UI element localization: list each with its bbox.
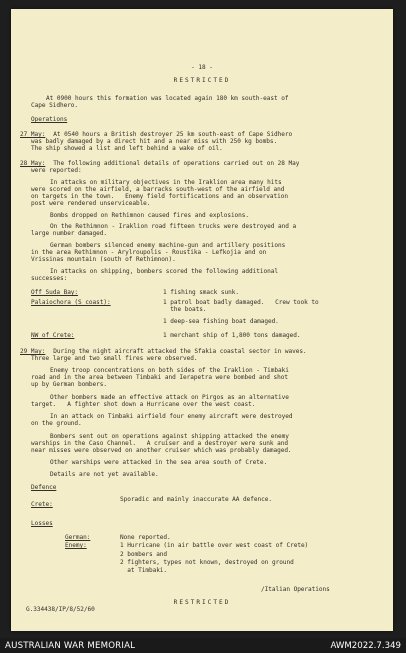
para-line: The following additional details of operations carried out on 28 May <box>46 160 300 167</box>
intro-line-1: At 0900 hours this formation was located again 180 km south-east of <box>46 95 289 102</box>
archive-footer <box>0 638 406 653</box>
para-line: road and in the area between Timbaki and Ierapetra were bombed and shot <box>31 374 288 381</box>
signature-block: /Italian Operations <box>261 586 330 593</box>
para-line: Vrissinas mountain (south of Rethimnon). <box>31 256 176 263</box>
para-line: was badly damaged by a direct hit and a near miss with 250 kg bombs. <box>31 138 278 145</box>
intro-line-2: Cape Sidhero. <box>31 102 79 109</box>
para-line: German bombers silenced enemy machine-gun and artillery positions <box>50 242 286 249</box>
defence-crete-label: Crete: <box>31 501 53 508</box>
suda-bay-label: Off Suda Bay: <box>31 289 79 296</box>
classification-footer: RESTRICTED <box>173 599 231 606</box>
suda-bay-value: 1 fishing smack sunk. <box>163 289 239 296</box>
classification-header: RESTRICTED <box>173 77 231 84</box>
losses-german-value: None reported. <box>120 534 171 541</box>
para-line: were scored on the airfield, a barracks south-west of the airfield and <box>31 186 285 193</box>
nw-crete-value: 1 merchant ship of 1,800 tons damaged. <box>163 332 301 339</box>
para-line: On the Rethimnon - Iraklion road fifteen trucks were destroyed and a <box>50 223 297 230</box>
para-line: on the ground. <box>31 420 82 427</box>
para-line: warships in the Caso Channel. A cruiser and a destroyer were sunk and <box>31 440 288 447</box>
losses-enemy-value: 2 bombers and <box>120 551 168 558</box>
para-line: Bombs dropped on Rethimnon caused fires and explosions. <box>50 212 250 219</box>
para-line: Enemy troop concentrations on both sides of the Iraklion - Timbaki <box>50 367 289 374</box>
date-27-may: 27 May: <box>20 131 46 138</box>
losses-enemy-label: Enemy: <box>65 542 87 549</box>
palaiochora-label: Palaiochora (S coast): <box>31 299 111 306</box>
para-line: were reported: <box>31 167 82 174</box>
losses-german-label: German: <box>65 534 91 541</box>
operations-heading: Operations <box>31 116 68 123</box>
para-line: In an attack on Timbaki airfield four enemy aircraft were destroyed <box>50 413 293 420</box>
para-line: in the area Rethimnon - Arylroupolis - Roustika - Lefkojia and on <box>31 249 267 256</box>
para-line: In attacks on military objectives in the Iraklion area many hits <box>50 179 282 186</box>
archive-id: AWM2022.7.349 <box>330 641 401 651</box>
defence-heading: Defence <box>31 484 57 491</box>
para-line: In attacks on shipping, bombers scored the following additional <box>50 268 278 275</box>
para-line: At 0540 hours a British destroyer 25 km south-east of Cape Sidhero <box>46 131 293 138</box>
para-line: During the night aircraft attacked the Sfakia coastal sector in waves. <box>46 348 307 355</box>
palaiochora-value: 1 deep-sea fishing boat damaged. <box>163 318 279 325</box>
losses-enemy-value: 2 fighters, types not known, destroyed on ground <box>120 559 294 566</box>
para-line: on targets in the town. Enemy field fortifications and an observation <box>31 193 288 200</box>
para-line: Other warships were attacked in the sea area south of Crete. <box>50 459 268 466</box>
para-line: target. A fighter shot down a Hurricane over the west coast. <box>31 401 256 408</box>
losses-enemy-value: at Timbaki. <box>120 567 168 574</box>
para-line: Other bombers made an effective attack on Pirgos as an alternative <box>50 394 289 401</box>
losses-heading: Losses <box>31 520 53 527</box>
para-line: Three large and two small fires were observed. <box>31 355 198 362</box>
para-line: up by German bombers. <box>31 381 107 388</box>
defence-crete-value: Sporadic and mainly inaccurate AA defence. <box>120 496 272 503</box>
para-line: The ship showed a list and left behind a wake of oil. <box>31 145 223 152</box>
para-line: large number damaged. <box>31 230 107 237</box>
losses-enemy-value: 1 Hurricane (in air battle over west coast of Crete) <box>120 542 309 549</box>
nw-crete-label: NW of Crete: <box>31 332 75 339</box>
date-29-may: 29 May: <box>20 348 46 355</box>
document-page <box>11 9 393 631</box>
para-line: successes: <box>31 275 68 282</box>
palaiochora-value: 1 patrol boat badly damaged. Crew took to <box>163 299 319 306</box>
para-line: Bombers sent out on operations against shipping attacked the enemy <box>50 433 289 440</box>
file-reference: G.334438/IP/8/52/60 <box>26 606 95 613</box>
para-line: post were rendered unserviceable. <box>31 200 151 207</box>
archive-name: AUSTRALIAN WAR MEMORIAL <box>5 641 136 651</box>
page-number: - 18 - <box>191 64 213 71</box>
date-28-may: 28 May: <box>20 160 46 167</box>
palaiochora-value: the boats. <box>163 306 207 313</box>
para-line: Details are not yet available. <box>50 471 159 478</box>
para-line: near misses were observed on another cruiser which was probably damaged. <box>31 447 292 454</box>
